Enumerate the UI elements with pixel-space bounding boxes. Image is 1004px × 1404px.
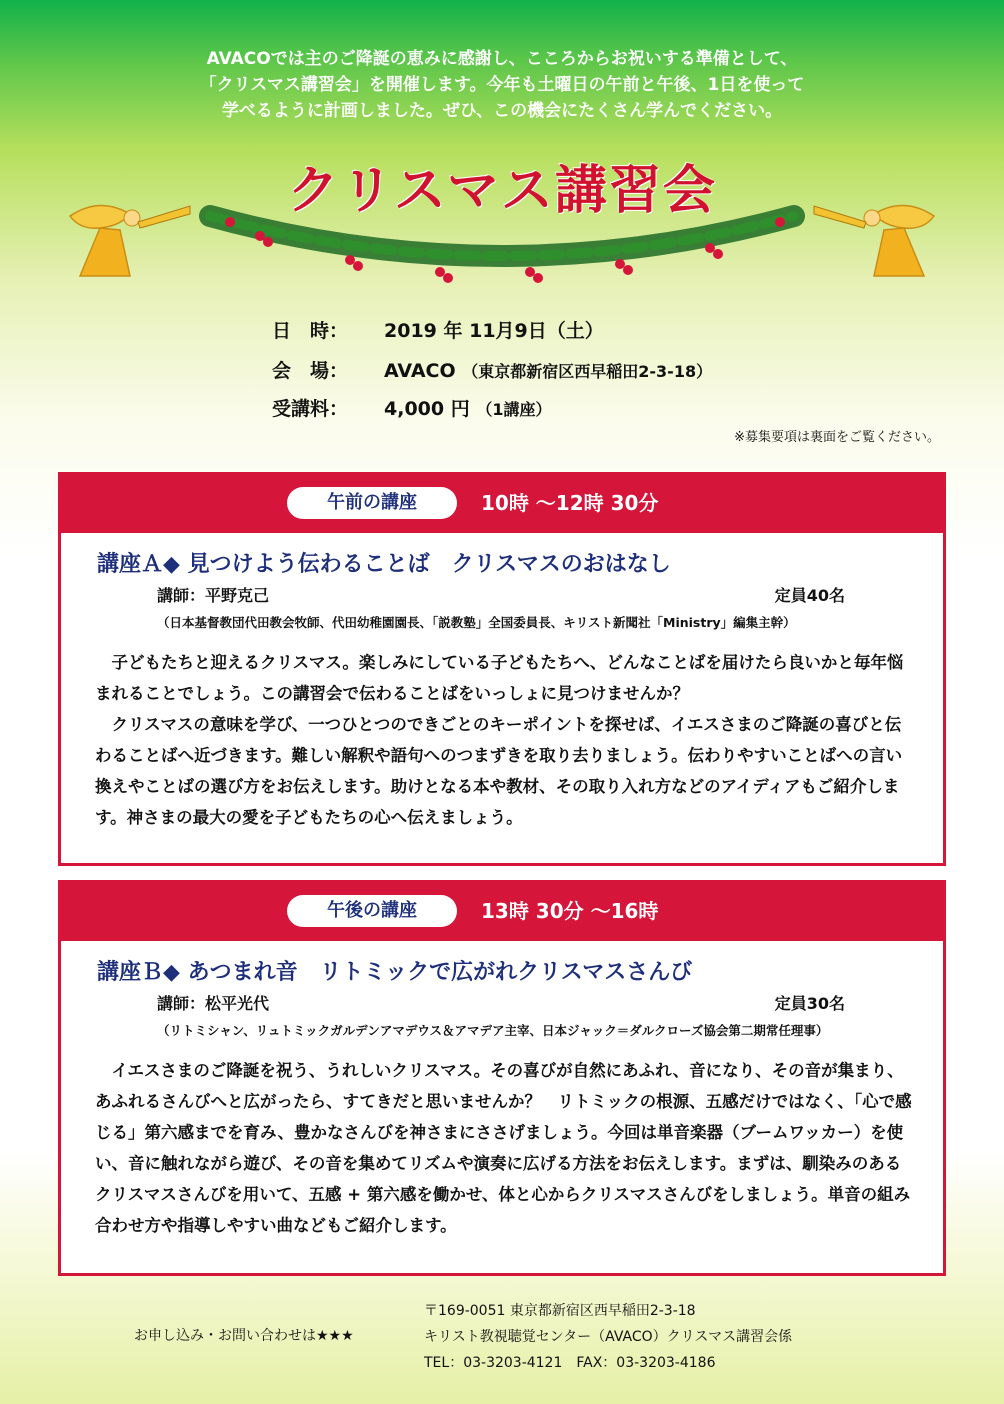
session-morning bbox=[58, 472, 946, 866]
venue-label: 会 場： bbox=[272, 360, 349, 382]
capacity: 定員30名 bbox=[774, 994, 845, 1013]
lecturer-affiliation: （日本基督教団代田教会牧師、代田幼稚園園長、「説教塾」全国委員長、キリスト新聞社「Ministry」編集主幹） bbox=[157, 615, 796, 630]
fee-label: 受講料： bbox=[272, 398, 349, 420]
session-header bbox=[61, 475, 943, 533]
course-title: 講座Ａ◆ 見つけよう伝わることば クリスマスのおはなし bbox=[97, 552, 671, 577]
page-title: クリスマス講習会 bbox=[287, 161, 717, 221]
session-time: 13時 30分 ～16時 bbox=[481, 899, 659, 923]
description-paragraph: 子どもたちと迎えるクリスマス。楽しみにしている子どもたちへ、どんなことばを届けたら良いかと毎年悩まれることでしょう。この講習会で伝わることばをいっしょに見つけませんか？ bbox=[95, 653, 904, 703]
venue-value: AVACO bbox=[384, 360, 456, 382]
lecturer: 講師：松平光代 bbox=[157, 994, 270, 1013]
session-time: 10時 ～12時 30分 bbox=[481, 491, 659, 515]
intro-line-1: AVACOでは主のご降誕の恵みに感謝し、こころからお祝いする準備として、 bbox=[206, 49, 798, 69]
session-tag: 午後の講座 bbox=[287, 895, 457, 927]
course-description bbox=[95, 1055, 915, 1241]
intro-line-2: 「クリスマス講習会」を開催します。今年も土曜日の午前と午後、1日を使って bbox=[199, 75, 805, 95]
footer-organization: キリスト教視聴覚センター（AVACO）クリスマス講習会係 bbox=[424, 1329, 793, 1345]
footer-contact: TEL：03-3203-4121 FAX：03-3203-4186 bbox=[424, 1355, 716, 1371]
capacity: 定員40名 bbox=[774, 586, 845, 605]
date-label: 日 時： bbox=[272, 320, 349, 342]
session-afternoon bbox=[58, 880, 946, 1276]
course-title: 講座Ｂ◆ あつまれ音 リトミックで広がれクリスマスさんび bbox=[97, 960, 693, 985]
description-paragraph: クリスマスの意味を学び、一つひとつのできごとのキーポイントを探せば、イエスさまのご降誕の喜びと伝わることばへ近づきます。難しい解釈や語句へのつまずきを取り去りましょう。伝わりやすいことばへの言い換えやことばの選び方をお伝えします。助けとなる本や教材、その取り入れ方などのアイディアもご紹介します。神さまの最大の愛を子どもたちの心へ伝えましょう。 bbox=[95, 715, 903, 827]
session-tag: 午前の講座 bbox=[287, 487, 457, 519]
lecturer-affiliation: （リトミシャン、リュトミックガルデンアマデウス＆アマデア主宰、日本ジャック＝ダルクローズ協会第二期常任理事） bbox=[157, 1023, 829, 1038]
lecturer: 講師：平野克己 bbox=[157, 586, 270, 605]
fee-value: 4,000 円 bbox=[384, 398, 470, 420]
intro-text bbox=[0, 46, 1004, 124]
inquiry-label: お申し込み・お問い合わせは★★★ bbox=[134, 1328, 354, 1344]
application-note: ※募集要項は裏面をご覧ください。 bbox=[734, 430, 940, 445]
description-paragraph: イエスさまのご降誕を祝う、うれしいクリスマス。その喜びが自然にあふれ、音になり、その音が集まり、あふれるさんびへと広がったら、すてきだと思いませんか？ リトミックの根源、五感だけではなく、「心で感じる」第六感までを育み、豊かなさんびを神さまにささげましょう。今回は単音楽器（ブームワッカー）を使い、音に触れながら遊び、その音を集めてリズムや演奏に広げる方法をお伝えします。まずは、馴染みのあるクリスマスさんびを用いて、五感 + 第六感を働かせ、体と心からクリスマスさんびをしましょう。単音の組み合わせ方や指導しやすい曲などもご紹介します。 bbox=[95, 1061, 912, 1235]
footer-postal: 〒169-0051 東京都新宿区西早稲田2-3-18 bbox=[424, 1303, 696, 1319]
session-header bbox=[61, 883, 943, 941]
course-description bbox=[95, 647, 915, 833]
fee-row bbox=[272, 394, 551, 421]
date-row bbox=[272, 316, 604, 343]
date-value: 2019 年 11月9日（土） bbox=[384, 320, 604, 342]
venue-address: （東京都新宿区西早稲田2-3-18） bbox=[462, 362, 713, 381]
venue-row bbox=[272, 356, 712, 383]
intro-line-3: 学べるように計画しました。ぜひ、この機会にたくさん学んでください。 bbox=[221, 101, 783, 121]
fee-unit: （1講座） bbox=[476, 400, 552, 419]
